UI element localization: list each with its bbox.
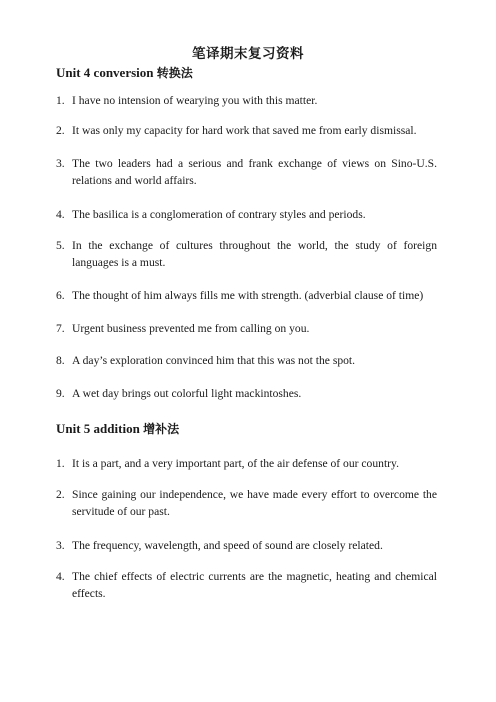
item-text: A wet day brings out colorful light mackintoshes. <box>72 387 302 400</box>
item-text: The frequency, wavelength, and speed of sound are closely related. <box>72 539 383 552</box>
list-item <box>56 385 437 402</box>
list-item <box>56 352 437 369</box>
item-number: 3. <box>56 539 65 552</box>
item-text: I have no intension of wearying you with this matter. <box>72 94 318 107</box>
list-item <box>56 486 437 520</box>
item-text: Urgent business prevented me from calling on you. <box>72 322 310 335</box>
item-text: A day’s exploration convinced him that this was not the spot. <box>72 354 356 367</box>
section-heading-cn: 转换法 <box>156 66 193 80</box>
item-number: 1. <box>56 94 65 107</box>
item-text: The two leaders had a serious and frank exchange of views on Sino-U.S. relations and world affairs. <box>72 157 437 187</box>
list-item <box>56 320 437 337</box>
list-item <box>56 237 437 271</box>
item-text: The thought of him always fills me with strength. (adverbial clause of time) <box>72 289 424 302</box>
item-number: 6. <box>56 289 65 302</box>
list-item <box>56 122 437 139</box>
item-number: 2. <box>56 124 65 137</box>
item-number: 9. <box>56 387 65 400</box>
section-heading-en: Unit 5 addition <box>56 421 140 436</box>
item-number: 8. <box>56 354 65 367</box>
section-heading-unit-5 <box>56 420 179 437</box>
item-text: It is a part, and a very important part, of the air defense of our country. <box>72 457 399 470</box>
list-item <box>56 155 437 189</box>
item-number: 2. <box>56 488 65 501</box>
item-text: In the exchange of cultures throughout the world, the study of foreign languages is a must. <box>72 239 437 269</box>
list-item <box>56 287 437 304</box>
item-number: 5. <box>56 239 65 252</box>
list-item <box>56 537 437 554</box>
item-text: The basilica is a conglomeration of contrary styles and periods. <box>72 208 366 221</box>
item-text: Since gaining our independence, we have made every effort to overcome the servitude of our past. <box>72 488 437 518</box>
item-text: It was only my capacity for hard work that saved me from early dismissal. <box>72 124 417 137</box>
item-number: 3. <box>56 157 65 170</box>
item-number: 7. <box>56 322 65 335</box>
item-number: 1. <box>56 457 65 470</box>
list-item <box>56 568 437 602</box>
item-number: 4. <box>56 570 65 583</box>
section-heading-unit-4 <box>56 64 193 81</box>
list-item <box>56 455 437 472</box>
section-heading-en: Unit 4 conversion <box>56 65 154 80</box>
item-text: The chief effects of electric currents are the magnetic, heating and chemical effects. <box>72 570 437 600</box>
list-item <box>56 206 437 223</box>
section-heading-cn: 增补法 <box>143 422 180 436</box>
document-title: 笔译期末复习资料 <box>192 46 304 62</box>
list-item <box>56 92 437 109</box>
item-number: 4. <box>56 208 65 221</box>
